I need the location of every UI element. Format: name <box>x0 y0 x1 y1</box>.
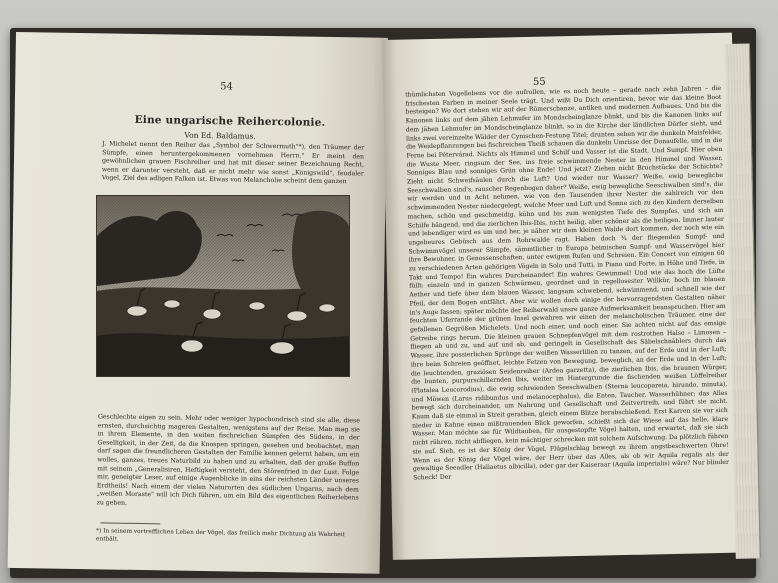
right-page <box>382 33 743 560</box>
heron-colony-illustration <box>96 195 350 377</box>
body-text-bottom: Geschlechte eigen zu sein. Mehr oder weniger hypochondrisch sind sie alle, diese ernsten, durchsichtig mageren Gestalten, wenigstens auf der Reise. Man mag sie in ihrem Elemente, in den weiten fischreichen Sümpfen des Südens, in der Geselligkeit, in der Zeit, da die Knospen springen, gesehen und beobachtet, man darf sagen die freundlicheren Gestalten der Familie kennen gelernt haben, um ein wolles, ganzes, treues Naturbild zu haben und zu erhalten, daß der große Buffon mit seinem „Generalisiren, Heftigkeit versteht, den Störenfried in der Lust. Folge mir, geneigter Leser, auf einige Augenblicke in eins der reichsten Länder unseres Erdtheils! Nach einem der vielen Naturorten des südlichen Ungarns, nach dem „weißen Moraste" will ich Dich führen, um ein Bild des eigentlichen Reiherlebens zu geben. <box>96 413 360 507</box>
page-number: 55 <box>532 76 546 88</box>
article-title: Eine ungarische Reihercolonie. <box>134 113 326 129</box>
footnote-divider <box>100 522 160 524</box>
body-text-top: J. Michelet nennt den Reiher das „Symbol der Schwermuth"*), den Träumer der Sümpfe, einen heruntergekommenen vornehmen Herrn." Er meint den gewöhnlichen grauen Fischreiher und hat mit dieser seiner Bezeichnung Recht, wenn er darunter versteht, daß er nicht mehr wie sonst „Königswild", feudaler Vogel, Ziel des adligen Falken ist. Etwas von Melancholie scheint dem ganzen <box>101 140 365 186</box>
page-number: 54 <box>220 81 233 93</box>
footnote: *) In seinem vortrefflichen Leben der Vögel, das freilich mehr Dichtung als Wahrheit enthält. <box>95 528 345 543</box>
article-byline: Von Ed. Baldamus. <box>184 130 256 141</box>
body-text: thümlichsten Vogellebens vor die aufrollen, wie es noch heute – gerade nach zehn Jahren – die frischesten Farben in meiner Seele trägt. Und wißt Du Dich orientiren, bevor wir das kleine Boot besteigen? Wo dort stehen wir auf der Römerschanze, antiken und modernen Aufbaues. Und bis die Kanonen links auf dem jähen Lehmufer im Mondscheinglanze blinkt, und bis die Kanonen links auf dem jähen Lehmufer im Mondscheinglanze blinkt, so in die Kirche der ländlichen Dörfer sieht, und links zwei vereinzelte Wälder der Cynischen-Festung Titel; drunten sehen wir die dunkeln Maisfelder, die Weidepflanzungen bei fischreichen Theiß schauen die dunkeln Umrisse der Donaufelle, und in die Ferne bei Pétervárad. Nichts als Himmel und Schilf und Vasser ist die Stadt, Und Sumpf. Hier oben die Wuste Meer, ringsum der See, ins freie schwimmende Nester in den Himmel und Wasser. Sonniges Blau und sonniges Grün ohne Ende! Und jetzt? Ziehen nicht Bruchstücke der Schichte? Zieht nicht Schweifsäulen durch die Luft? Und wieder nur Wasser? Weiße, ewig bewegliche Seeschwalben sind's, rauscher Regenbogen daher? Weiße, ewig bewegliche Seeschwalben sind's, die wir werden und in Acht nehmen, wie von den Tausenden ihrer Nester die zahlreich vor den schwimmenden Nester niedergelegt, welche Meer und Luft und Sonne sich zu den Kindern derselben machen, schön und geschmeidig, kühn und bis zum wenigsten Tiefe des Sumpfes, und sich am Schilfe hängend, und die zierlichen Ibis-Ibis, nicht heilig, aber schöner als die heiligen. Immer lauter und lebendiger wird es um und her, je näher wir dem kleinen Walde dort kommen, der noch wie ein ungeheures Gebüsch aus dem Rohrwalde ragt. Haben doch ¾ der fliegenden Sumpf- und Schwimmvögel unserer Sümpfe, sämmtlicher in Europa heimischen Sumpf- und Wasservögel hier ihre Bewohner, in Genossenschaften, unter ewigem Rufen und Schreien. Ein Concert von einigen 60 zu verschiedenen Arten gehörigen Vögeln in Solo und Tutti, in Piano und Forte, in Höhe und Tiefe, in Takt und Tempo! Ein wahres Durcheinander! Ein wahres Gewimmel! Und wie das hoch die Lüfte füllt: einzeln und in ganzen Schwärmen, geordnet und in regellosester Willkür, hoch im blauen Aether und tiefe über dem blauen Wasser, langsam schwebend, schwimmend, und schnell wie der Pfeil, der dem Bogen entfährt. Aber wir wollen doch einige der hervorragendsten Gestalten näher in's Auge fassen; später möchte der Reiherwald unsre ganze Aufmerksamkeit beanspruchen. Hier am feuchten Uferrande der grünen Insel gewahren wir einen der melancholischen Träumer, eine der gefallenen Gegrößen Michelets. Und noch einer, und noch einer. Sie achten nicht auf das emsige Getreibe rings herum. Die kleinen grauen Schnepfenvögel mit dem rostrothen Halse – Limosen – fliegen ab und zu, und auf und ab, und geringelt in Gesellschaft des Säbelschnäblers durch das Wasser, ihre possierlichen Sprünge der weißen Wasserlilien zu tanzen, auf der Erde und in der Luft; ihre beim Schreien geöffnet, leichte Fetzen von Bewegung, beweglich, an der Erde und in der Luft; die leuchtenden, graziösen Seidenreiher (Ardea garzetta), die zierlichen Ibis, die braunen Würger, die bunten, purpurschillernden Ibis, weiter im Hintergrunde die fischenden weißen Löffelreiher (Platalea Leucorodius), die ewig schreienden Seeschwalben (Sterna leucopareia, hirundo, minuta), und Möwen (Larus ridibundus und melanocephalus), die Enten, Taucher, Wasserhühner; das Alles bewegt sich durcheinander, um Nahrung und Gesellschaft und Zeitvertreib, und führt sie nicht. Kaum daß sie einmal in Streit gerathen, gleich einem Blitze herabschießend. Erst Karren sie vor sich nieder in Kahne einen mißtrauenden Blick geworfen, schießt sich der Wiese auf das helle, klare Wasser. Man möchte sie für Wildtauben, für ausgestopfte Vögel halten, und erwartet, daß sie sich nicht rühren, nicht abfliegen, kein mächtiger schrecken mit solchem Aufschwung. Da plötzlich führen sie auf. Sieh, es ist der König der Vögel, Flügelschlag bewegt zu ihrem angstbeschwerten Ohre! Wenn es der König der Vögel wäre, der Herr über das Alles, als ob wir Aquila regalis als der gewaltige Seeadler (Haliaetus albicilla), oder gar der Kaiseraar (Aquila imperialis) wäre? Nur blinder Scheck! Der <box>405 84 729 482</box>
